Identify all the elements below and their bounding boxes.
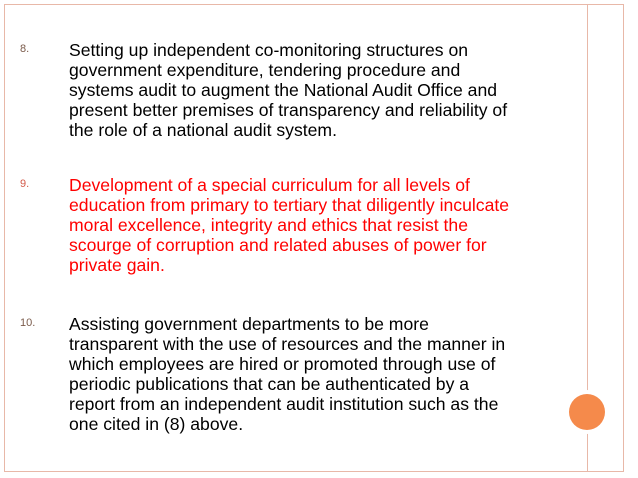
- text-line: education from primary to tertiary that diligently inculcate: [69, 195, 510, 215]
- text-line: which employees are hired or promoted through use of: [69, 354, 496, 374]
- text-line: present better premises of transparency and reliability of: [69, 100, 508, 120]
- text-line: government expenditure, tendering procedure and: [69, 60, 461, 80]
- text-line: transparent with the use of resources and the manner in: [69, 334, 506, 354]
- item-number: 10.: [20, 317, 36, 329]
- text-line: scourge of corruption and related abuses of power for: [69, 235, 487, 255]
- text-line: the role of a national audit system.: [69, 120, 337, 140]
- text-line: one cited in (8) above.: [69, 414, 244, 434]
- text-line: moral excellence, integrity and ethics that resist the: [69, 215, 468, 235]
- item-text: [69, 40, 564, 140]
- item-number: 9.: [20, 178, 30, 190]
- text-line: periodic publications that can be authenticated by a: [69, 374, 470, 394]
- text-line: Assisting government departments to be more: [69, 314, 429, 334]
- item-text: [69, 314, 564, 434]
- item-number: 8.: [20, 43, 30, 55]
- text-line: Setting up independent co-monitoring structures on: [69, 40, 469, 60]
- text-line: private gain.: [69, 255, 165, 275]
- text-line: Development of a special curriculum for all levels of: [69, 175, 470, 195]
- text-line: systems audit to augment the National Audit Office and: [69, 80, 498, 100]
- item-text: [69, 175, 564, 275]
- text-line: report from an independent audit institution such as the: [69, 394, 499, 414]
- accent-circle: [569, 394, 605, 430]
